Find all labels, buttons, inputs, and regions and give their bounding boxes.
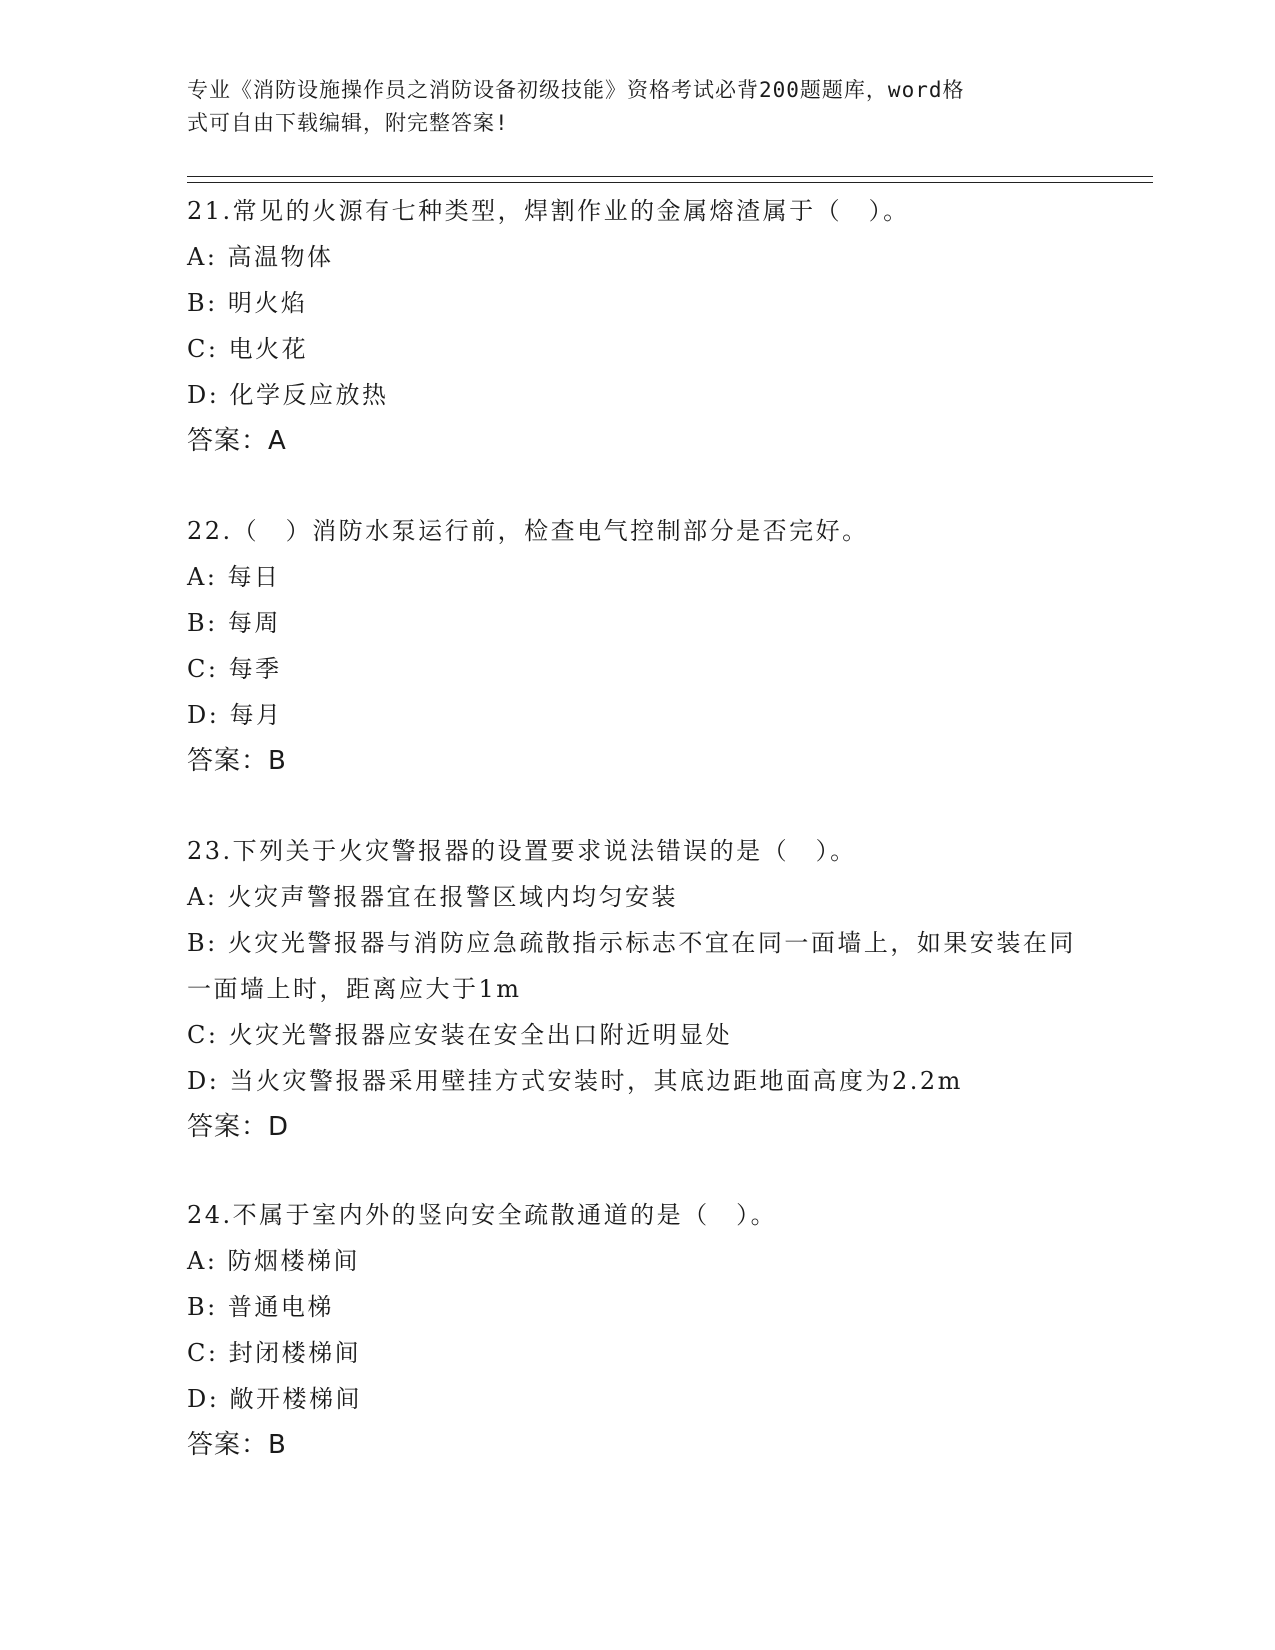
option-b: B: 每周 — [187, 609, 281, 637]
answer-label: 答案：D — [187, 1112, 290, 1142]
question-21 — [187, 188, 1087, 464]
option-a: A: 火灾声警报器宜在报警区域内均匀安装 — [187, 883, 679, 911]
question-stem: 23.下列关于火灾警报器的设置要求说法错误的是（ ）。 — [187, 837, 857, 865]
header-line-1: 专业《消防设施操作员之消防设备初级技能》资格考试必背200题题库，word格 — [187, 78, 965, 102]
question-stem: 21.常见的火源有七种类型，焊割作业的金属熔渣属于（ ）。 — [187, 197, 910, 225]
option-a: A: 防烟楼梯间 — [187, 1247, 361, 1275]
document-header — [187, 74, 1067, 140]
option-c: C: 电火花 — [187, 335, 309, 363]
option-a: A: 高温物体 — [187, 243, 334, 271]
question-stem: 24.不属于室内外的竖向安全疏散通道的是（ ）。 — [187, 1201, 778, 1229]
question-22 — [187, 508, 1087, 784]
question-23 — [187, 828, 1087, 1150]
option-a: A: 每日 — [187, 563, 281, 591]
answer-label: 答案：B — [187, 1430, 287, 1460]
option-b: B: 普通电梯 — [187, 1293, 334, 1321]
question-stem: 22.（ ）消防水泵运行前，检查电气控制部分是否完好。 — [187, 517, 869, 545]
question-24 — [187, 1192, 1087, 1468]
answer-label: 答案：A — [187, 426, 287, 456]
option-c: C: 火灾光警报器应安装在安全出口附近明显处 — [187, 1021, 733, 1049]
header-divider-bottom — [187, 182, 1153, 183]
option-b: B: 火灾光警报器与消防应急疏散指示标志不宜在同一面墙上，如果安装在同一面墙上时，距离应大于1m — [187, 929, 1076, 1003]
option-c: C: 封闭楼梯间 — [187, 1339, 362, 1367]
answer-label: 答案：B — [187, 746, 287, 776]
option-d: D: 化学反应放热 — [187, 381, 389, 409]
header-line-2: 式可自由下载编辑，附完整答案! — [187, 111, 509, 135]
option-c: C: 每季 — [187, 655, 282, 683]
option-d: D: 当火灾警报器采用壁挂方式安装时，其底边距地面高度为2.2m — [187, 1067, 963, 1095]
option-b: B: 明火焰 — [187, 289, 308, 317]
header-divider-top — [187, 176, 1153, 177]
option-d: D: 每月 — [187, 701, 283, 729]
option-d: D: 敞开楼梯间 — [187, 1385, 362, 1413]
